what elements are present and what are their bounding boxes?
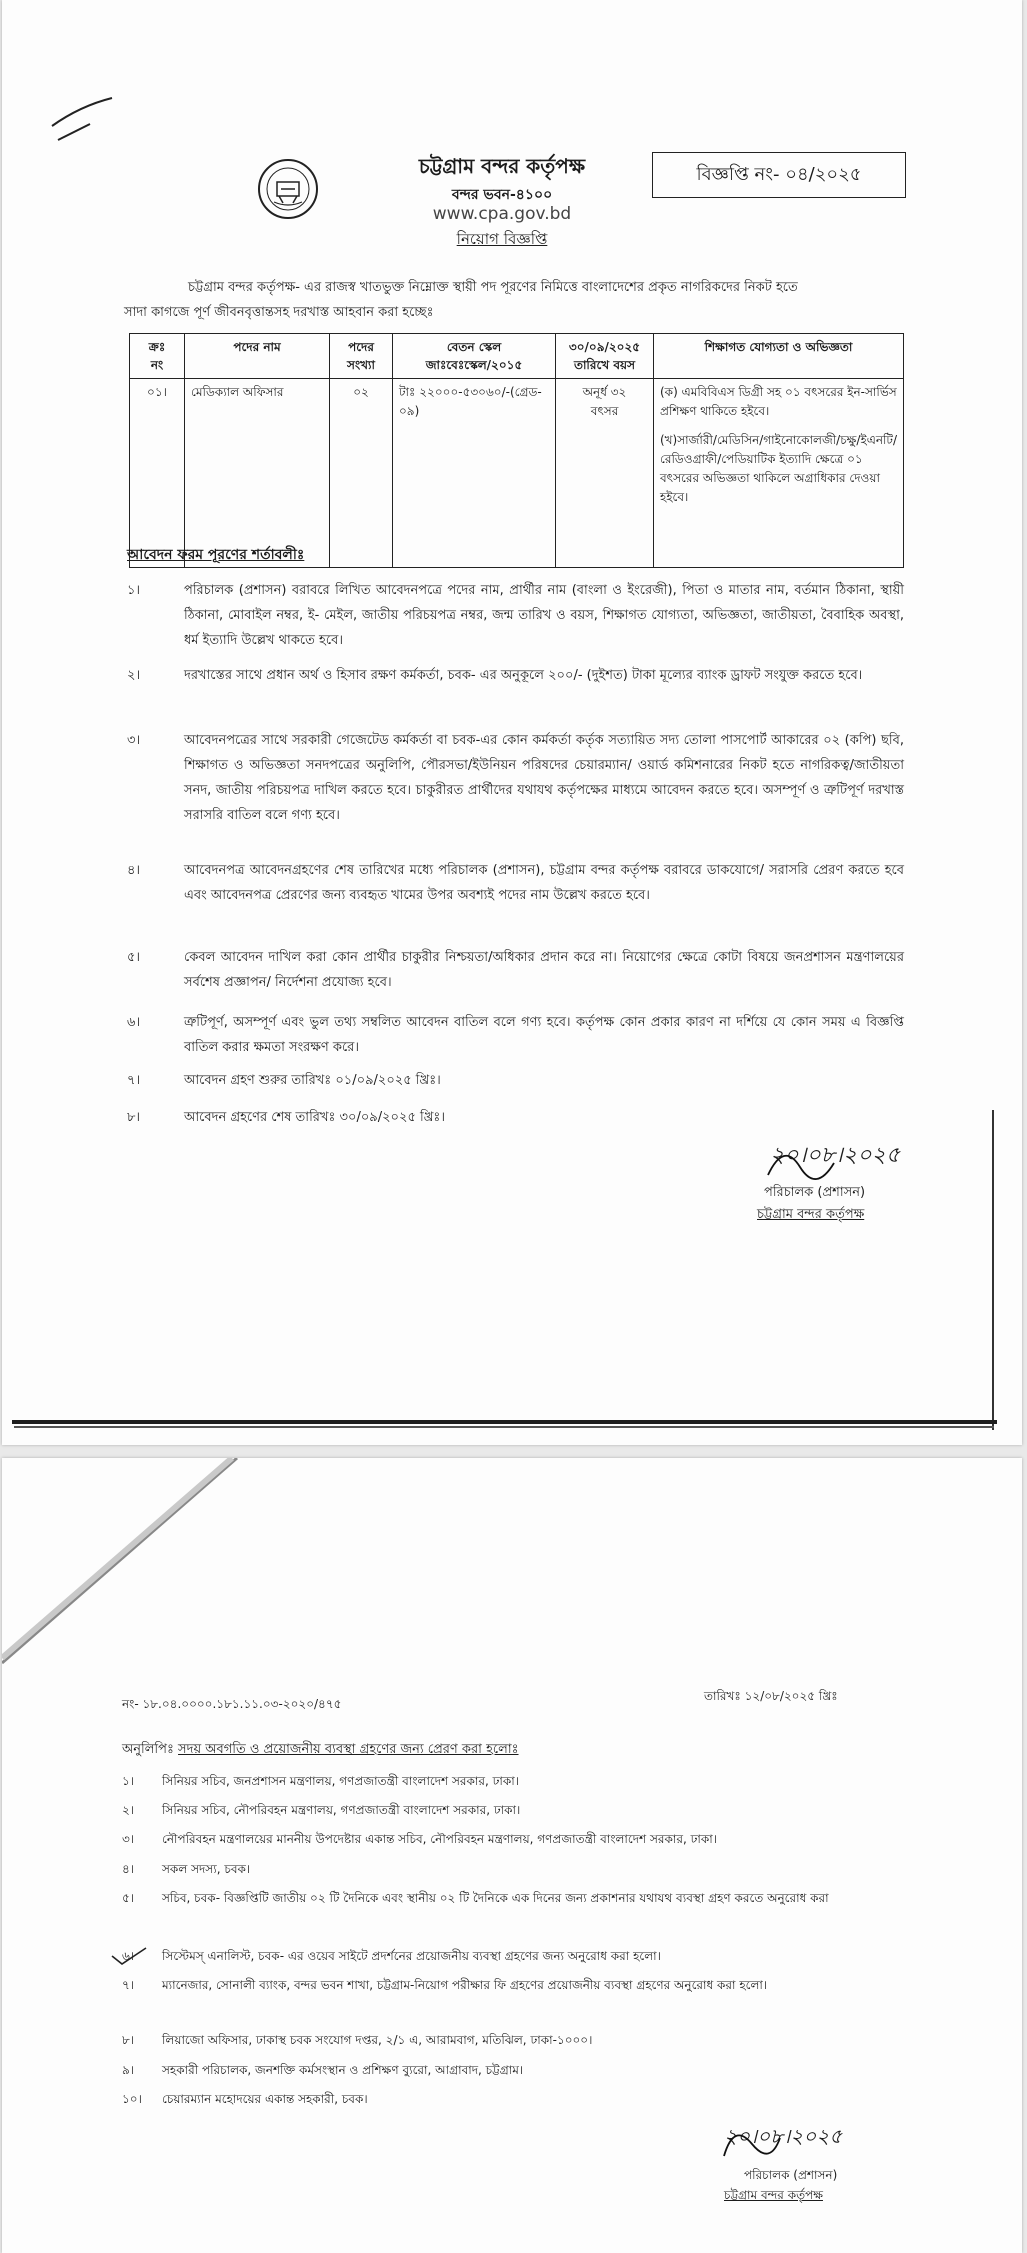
notice-title — [382, 228, 622, 253]
header-post-name: পদের নাম — [185, 334, 330, 379]
scan-bottom-line-thin — [14, 1426, 994, 1428]
conditions-heading: আবেদন ফরম পূরণের শর্তাবলীঃ — [127, 547, 305, 563]
table-row — [130, 379, 904, 568]
copy-heading — [122, 1740, 519, 1761]
job-table-header-row — [130, 334, 904, 379]
organization-name: চট্টগ্রাম বন্দর কর্তৃপক্ষ — [418, 154, 586, 178]
header-qualification: শিক্ষাগত যোগ্যতা ও অভিজ্ঞতা — [654, 334, 904, 379]
pen-mark-icon — [50, 96, 120, 144]
scan-edge-line — [992, 1110, 994, 1430]
organization-website[interactable]: www.cpa.gov.bd — [432, 204, 572, 224]
copy-heading-prefix: অনুলিপিঃ — [122, 1742, 174, 1757]
qualification-a: (ক) এমবিবিএস ডিগ্রী সহ ০১ বৎসরের ইন-সার্ভিস প্রশিক্ষণ থাকিতে হইবে। — [660, 385, 897, 418]
signature-title: পরিচালক (প্রশাসন) — [764, 1185, 866, 1200]
signature-scribble-icon — [720, 2118, 870, 2168]
organization-address: বন্দর ভবন-৪১০০ — [451, 187, 553, 203]
header-salary-scale: বেতন স্কেল জাঃবেঃস্কেল/২০১৫ — [393, 334, 556, 379]
intro-line-1: চট্টগ্রাম বন্দর কর্তৃপক্ষ- এর রাজস্ব খাতভুক্ত নিম্নোক্ত স্থায়ী পদ পূরণের নিমিত্তে বাংলাদেশের প্রকৃত নাগরিকদের নিকট হতে — [188, 280, 798, 295]
intro-line-2: সাদা কাগজে পূর্ণ জীবনবৃত্তান্তসহ দরখাস্ত আহবান করা হচ্ছেঃ — [124, 305, 434, 320]
scan-bottom-line — [12, 1420, 997, 1424]
cell-qualification — [654, 379, 904, 568]
cell-salary: টাঃ ২২০০০-৫৩০৬০/-(গ্রেড- ০৯) — [393, 379, 556, 568]
cell-post-count: ০২ — [330, 379, 393, 568]
signature-title-2: পরিচালক (প্রশাসন) — [744, 2168, 838, 2182]
notice-page-1: চট্টগ্রাম বন্দর কর্তৃপক্ষ বন্দর ভবন-৪১০০ www.cpa.gov.bd নিয়োগ বিজ্ঞপ্তি বিজ্ঞপ্তি নং- ০৪/২০২৫ চট্টগ্রাম বন্দর কর্তৃপক্ষ- এর রাজস্ব খাতভুক্ত নিম্নোক্ত স্থায়ী পদ পূরণের নিমিত্তে বাংলাদেশের প্রকৃত নাগরিকদের নিকট হতে সাদা কাগজে পূর্ণ জীবনবৃত্তান্তসহ দরখাস্ত আহবান করা হচ্ছেঃ ক্রঃ নং পদের নাম পদের সংখ্যা বেতন স্কেল জাঃবেঃস্কেল/২০১৫ ৩০/০৯/২০২৫ তারিখে বয়স শিক্ষাগত যোগ্যতা ও অভিজ্ঞতা ০১। মেডিক্যাল অফিসার ০২ টাঃ ২২০০০-৫৩০৬০/-(গ্রেড- ০৯) অনূর্ধ ৩২ বৎসর (ক) এমবিবিএস ডিগ্রী সহ ০১ বৎসরের ইন-সার্ভিস প্রশিক্ষণ থাকিতে হইবে। (খ)সার্জারী/মেডিসিন/গাইনোকোলজী/চক্ষু/ইএনটি/রেডিওগ্রাফী/পেডিয়াটিক ইত্যাদি ক্ষেত্রে ০১ বৎসরের অভিজ্ঞতা থাকিলে অগ্রাধিকার দেওয়া হইবে। আবেদন ফরম পূরণের শর্তাবলীঃ ১। পরিচালক (প্রশাসন) বরাবরে লিখিত আবেদনপত্রে পদের নাম, প্রার্থীর নাম (বাংলা ও ইংরেজী), পিতা ও মাতার নাম, বর্তমান ঠিকানা, স্থায়ী ঠিকানা, মোবাইল নম্বর, ই- মেইল, জাতীয় পরিচয়পত্র নম্বর, জন্ম তারিখ ও বয়স, শিক্ষাগত যোগ্যতা, অভিজ্ঞতা, জাতীয়তা, বৈবাহিক অবস্থা, ধর্ম ইত্যাদি উল্লেখ থাকতে হবে। ২। দরখাস্তের সাথে প্রধান অর্থ ও হিসাব রক্ষণ কর্মকর্তা, চবক- এর অনুকূলে ২০০/- (দুইশত) টাকা মূল্যের ব্যাংক ড্রাফট সংযুক্ত করতে হবে। ৩। আবেদনপত্রের সাথে সরকারী গেজেটেড কর্মকর্তা বা চবক-এর কোন কর্মকর্তা কর্তৃক সত্যায়িত সদ্য তোলা পাসপোর্ট আকারের ০২ (কপি) ছবি, শিক্ষাগত ও অভিজ্ঞতা সনদপত্রের অনুলিপি, পৌরসভা/ইউনিয়ন পরিষদের চেয়ারম্যান/ ওয়ার্ড কমিশনারের নিকট হতে নাগরিকত্ব/জাতীয়তা সনদ, জাতীয় পরিচয়পত্র দাখিল করতে হবে। চাকুরীরত প্রার্থীদের যথাযথ কর্তৃপক্ষের মাধ্যমে আবেদন করতে হবে। অসম্পূর্ণ ও ত্রুটিপূর্ণ দরখাস্ত সরাসরি বাতিল বলে গণ্য হবে। ৪। আবেদনপত্র আবেদনগ্রহণের শেষ তারিখের মধ্যে পরিচালক (প্রশাসন), চট্টগ্রাম বন্দর কর্তৃপক্ষ বরাবরে ডাকযোগে/ সরাসরি প্রেরণ করতে হবে এবং আবেদনপত্র প্রেরণের জন্য ব্যবহৃত খামের উপর অবশ্যই পদের নাম উল্লেখ করতে হবে। ৫। কেবল আবেদন দাখিল করা কোন প্রার্থীর চাকুরীর নিশ্চয়তা/অধিকার প্রদান করে না। নিয়োগের ক্ষেত্রে কোটা বিষয়ে জনপ্রশাসন মন্ত্রণালয়ের সর্বশেষ প্রজ্ঞাপন/ নির্দেশনা প্রযোজ্য হবে। ৬। ত্রুটিপূর্ণ, অসম্পূর্ণ এবং ভুল তথ্য সম্বলিত আবেদন বাতিল বলে গণ্য হবে। কর্তৃপক্ষ কোন প্রকার কারণ না দর্শিয়ে যে কোন সময় এ বিজ্ঞপ্তি বাতিল করার ক্ষমতা সংরক্ষণ করে। ৭। আবেদন গ্রহণ শুরুর তারিখঃ ০১/০৯/২০২৫ খ্রিঃ। ৮। আবেদন গ্রহণের শেষ তারিখঃ ৩০/০৯/২০২৫ খ্রিঃ। ২০।০৮।২০২৫ পরিচালক (প্রশাসন) চট্টগ্রাম বন্দর কর্তৃপক্ষ — [2, 0, 1022, 1445]
header-post-count: পদের সংখ্যা — [330, 334, 393, 379]
header-age: ৩০/০৯/২০২৫ তারিখে বয়স — [556, 334, 654, 379]
signature-date-2: ২০।০৮।২০২৫ — [724, 2124, 843, 2148]
job-table — [129, 333, 904, 568]
copy-heading-text: সদয় অবগতি ও প্রয়োজনীয় ব্যবস্থা গ্রহণের জন্য প্রেরণ করা হলোঃ — [178, 1742, 519, 1757]
notice-number-box: বিজ্ঞপ্তি নং- ০৪/২০২৫ — [652, 152, 906, 198]
signature-date: ২০।০৮।২০২৫ — [770, 1143, 901, 1168]
qualification-b: (খ)সার্জারী/মেডিসিন/গাইনোকোলজী/চক্ষু/ইএনটি/রেডিওগ্রাফী/পেডিয়াটিক ইত্যাদি ক্ষেত্রে ০১ বৎসরের অভিজ্ঞতা থাকিলে অগ্রাধিকার দেওয়া হইবে। — [660, 433, 897, 504]
cell-serial: ০১। — [130, 379, 185, 568]
intro-paragraph — [124, 275, 904, 325]
fold-crease-icon — [2, 1458, 242, 1668]
cpa-emblem-icon — [257, 158, 319, 220]
cell-age: অনূর্ধ ৩২ বৎসর — [556, 379, 654, 568]
page2-date: তারিখঃ ১২/০৮/২০২৫ খ্রিঃ — [704, 1689, 838, 1703]
tick-mark-icon — [110, 1946, 150, 1966]
header-serial: ক্রঃ নং — [130, 334, 185, 379]
signature-org: চট্টগ্রাম বন্দর কর্তৃপক্ষ — [757, 1207, 865, 1222]
signature-org-2: চট্টগ্রাম বন্দর কর্তৃপক্ষ — [724, 2188, 823, 2202]
notice-page-2: নং- ১৮.০৪.০০০০.১৮১.১১.০৩-২০২০/৪৭৫ তারিখঃ ১২/০৮/২০২৫ খ্রিঃ অনুলিপিঃ সদয় অবগতি ও প্রয়োজনীয় ব্যবস্থা গ্রহণের জন্য প্রেরণ করা হলোঃ ১। সিনিয়র সচিব, জনপ্রশাসন মন্ত্রণালয়, গণপ্রজাতন্ত্রী বাংলাদেশ সরকার, ঢাকা। ২। সিনিয়র সচিব, নৌপরিবহন মন্ত্রণালয়, গণপ্রজাতন্ত্রী বাংলাদেশ সরকার, ঢাকা। ৩। নৌপরিবহন মন্ত্রণালয়ের মাননীয় উপদেষ্টার একান্ত সচিব, নৌপরিবহন মন্ত্রণালয়, গণপ্রজাতন্ত্রী বাংলাদেশ সরকার, ঢাকা। ৪। সকল সদস্য, চবক। ৫। সচিব, চবক- বিজ্ঞপ্তিটি জাতীয় ০২ টি দৈনিকে এবং স্থানীয় ০২ টি দৈনিকে এক দিনের জন্য প্রকাশনার যথাযথ ব্যবস্থা গ্রহণ করতে অনুরোধ করা ৬। সিস্টেমস্ এনালিস্ট, চবক- এর ওয়েব সাইটে প্রদর্শনের প্রয়োজনীয় ব্যবস্থা গ্রহণের জন্য অনুরোধ করা হলো। ৭। ম্যানেজার, সোনালী ব্যাংক, বন্দর ভবন শাখা, চট্টগ্রাম-নিয়োগ পরীক্ষার ফি গ্রহণের প্রয়োজনীয় ব্যবস্থা গ্রহণের অনুরোধ করা হলো। ৮। লিয়াজো অফিসার, ঢাকাস্থ চবক সংযোগ দপ্তর, ২/১ এ, আরামবাগ, মতিঝিল, ঢাকা-১০০০। ৯। সহকারী পরিচালক, জনশক্তি কর্মসংস্থান ও প্রশিক্ষণ ব্যুরো, আগ্রাবাদ, চট্টগ্রাম। ১০। চেয়ারম্যান মহোদয়ের একান্ত সহকারী, চবক। ২০।০৮।২০২৫ পরিচালক (প্রশাসন) চট্টগ্রাম বন্দর কর্তৃপক্ষ — [2, 1458, 1022, 2253]
notice-title-text: নিয়োগ বিজ্ঞপ্তি — [456, 230, 548, 248]
reference-number: নং- ১৮.০৪.০০০০.১৮১.১১.০৩-২০২০/৪৭৫ — [122, 1697, 342, 1711]
cell-post-name: মেডিক্যাল অফিসার — [185, 379, 330, 568]
